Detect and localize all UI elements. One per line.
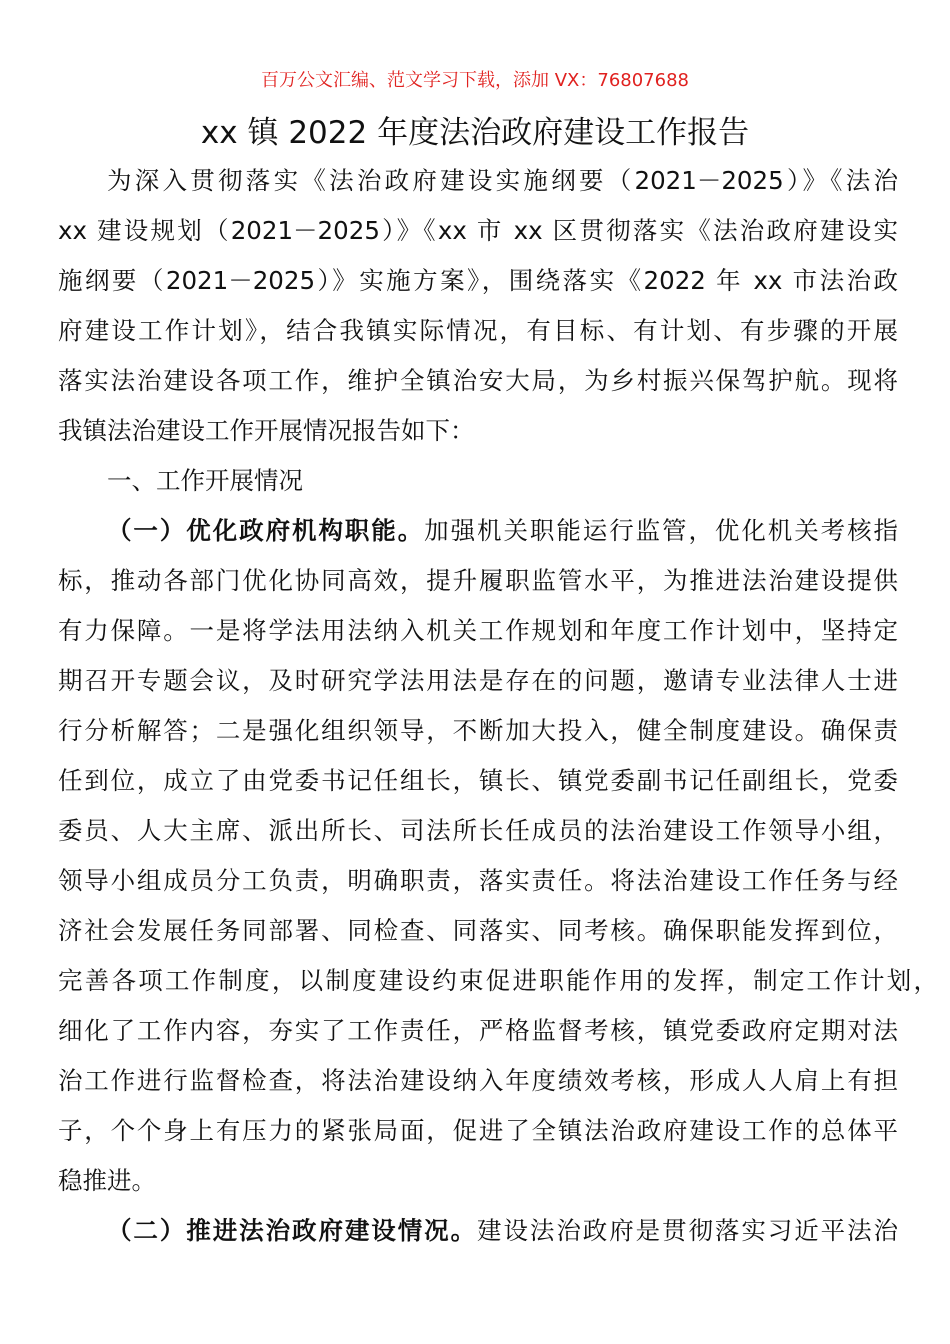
subsection-1-line: 完善各项工作制度，以制度建设约束促进职能作用的发挥，制定工作计划， [58,966,938,995]
subsection-1-line: 治工作进行监督检查，将法治建设纳入年度绩效考核，形成人人肩上有担 [58,1066,898,1095]
subsection-1-line: 期召开专题会议，及时研究学法用法是存在的问题，邀请专业法律人士进 [58,666,898,695]
document-body [58,156,938,1256]
subsection-2-first-line [58,1206,898,1256]
subsection-1-line: 济社会发展任务同部署、同检查、同落实、同考核。确保职能发挥到位， [58,916,898,945]
watermark-text: 百万公文汇编、范文学习下载，添加 VX：76807688 [261,70,689,91]
subsection-1-line: 委员、人大主席、派出所长、司法所长任成员的法治建设工作领导小组， [58,816,898,845]
subsection-1-first-line [58,506,898,556]
subsection-2-heading: （二）推进法治政府建设情况。 [107,1216,478,1245]
subsection-1-line: 稳推进。 [58,1166,156,1195]
subsection-2-first-text: 建设法治政府是贯彻落实习近平法治 [477,1216,899,1245]
subsection-1-line: 行分析解答；二是强化组织领导，不断加大投入，健全制度建设。确保责 [58,716,898,745]
intro-line-6: 我镇法治建设工作开展情况报告如下： [58,416,475,445]
subsection-1-heading: （一）优化政府机构职能。 [107,516,425,545]
subsection-1-line: 有力保障。一是将学法用法纳入机关工作规划和年度工作计划中，坚持定 [58,616,898,645]
intro-line-1: 为深入贯彻落实《法治政府建设实施纲要（2021－2025）》《法治 [107,166,898,195]
intro-line-2: xx 建设规划（2021－2025）》《xx 市 xx 区贯彻落实《法治政府建设实 [58,216,898,245]
subsection-1-line: 领导小组成员分工负责，明确职责，落实责任。将法治建设工作任务与经 [58,866,898,895]
intro-line-5: 落实法治建设各项工作，维护全镇治安大局，为乡村振兴保驾护航。现将 [58,366,898,395]
intro-line-3: 施纲要（2021－2025）》实施方案》，围绕落实《2022 年 xx 市法治政 [58,266,898,295]
subsection-1-first-text: 加强机关职能运行监管，优化机关考核指 [424,516,898,545]
subsection-1-line: 细化了工作内容，夯实了工作责任，严格监督考核，镇党委政府定期对法 [58,1016,898,1045]
document-title: xx 镇 2022 年度法治政府建设工作报告 [200,115,750,151]
intro-line-4: 府建设工作计划》，结合我镇实际情况，有目标、有计划、有步骤的开展 [58,316,898,345]
subsection-1-line: 标，推动各部门优化协同高效，提升履职监管水平，为推进法治建设提供 [58,566,898,595]
subsection-1-line: 子，个个身上有压力的紧张局面，促进了全镇法治政府建设工作的总体平 [58,1116,898,1145]
section-heading-1: 一、工作开展情况 [107,466,303,495]
subsection-1-line: 任到位，成立了由党委书记任组长，镇长、镇党委副书记任副组长，党委 [58,766,898,795]
